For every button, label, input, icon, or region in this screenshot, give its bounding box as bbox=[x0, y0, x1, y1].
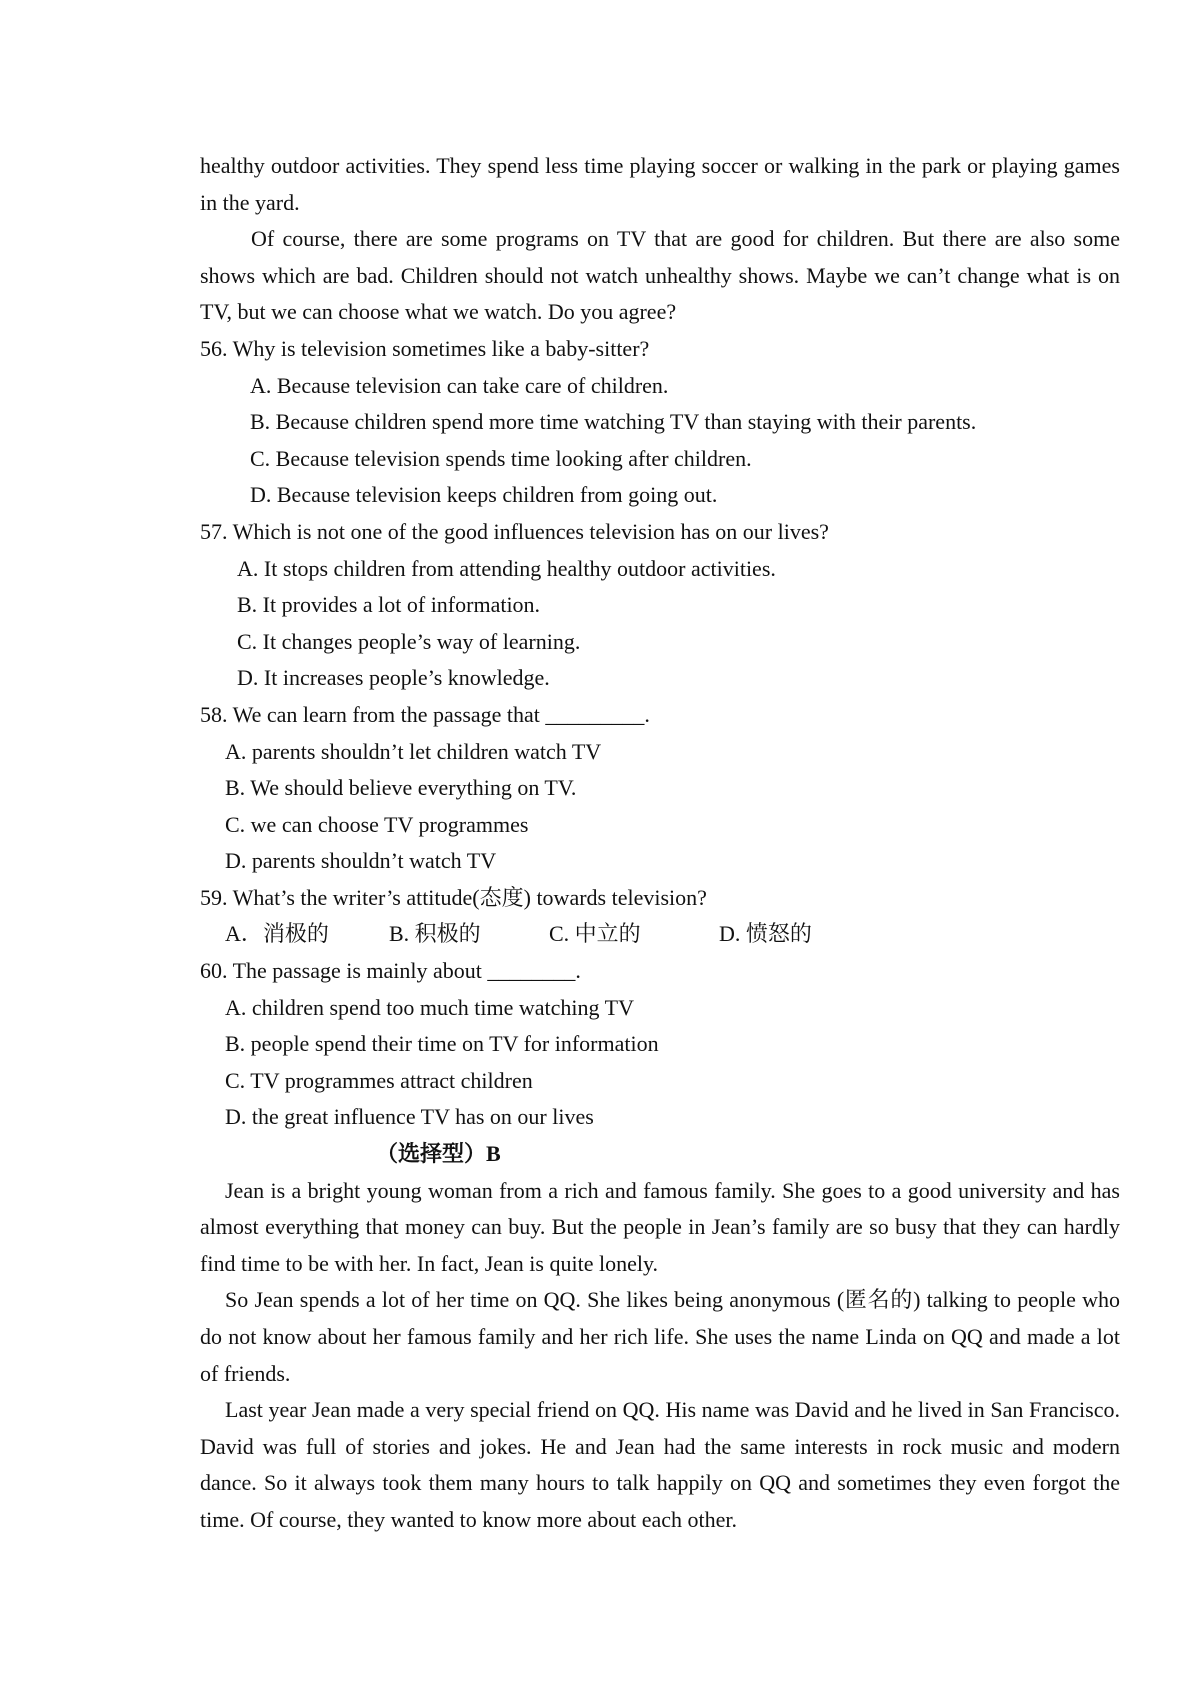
question-56-option-d: D. Because television keeps children from going out. bbox=[250, 482, 718, 508]
question-59-option-a: A．消极的 bbox=[225, 921, 329, 947]
question-59-options-row bbox=[200, 916, 1120, 953]
question-56-option-b: B. Because children spend more time watching TV than staying with their parents. bbox=[250, 409, 977, 435]
question-60-option-b: B. people spend their time on TV for information bbox=[225, 1031, 659, 1057]
question-59-option-b: B. 积极的 bbox=[389, 921, 481, 947]
question-58-option-d: D. parents shouldn’t watch TV bbox=[225, 848, 497, 874]
question-60-option-a: A. children spend too much time watching TV bbox=[225, 994, 634, 1020]
question-56-stem: 56. Why is television sometimes like a baby-sitter? bbox=[200, 335, 650, 361]
question-56-option-c: C. Because television spends time looking after children. bbox=[250, 445, 752, 471]
question-57-option-c: C. It changes people’s way of learning. bbox=[237, 628, 581, 654]
question-58-option-c: C. we can choose TV programmes bbox=[225, 811, 529, 837]
question-57-option-a: A. It stops children from attending healthy outdoor activities. bbox=[237, 555, 776, 581]
passage-a-paragraph-2: Of course, there are some programs on TV that are good for children. But there are also some shows which are bad. Children should not watch unhealthy shows. Maybe we can’t change what is on TV, but we can choose what we watch. Do you agree? bbox=[200, 226, 1120, 325]
document-page bbox=[200, 148, 1120, 1539]
question-58-option-a: A. parents shouldn’t let children watch TV bbox=[225, 738, 602, 764]
section-b-paragraph-3: Last year Jean made a very special friend on QQ. His name was David and he lived in San Francisco. David was full of stories and jokes. He and Jean had the same interests in rock music and modern dance. So it always took them many hours to talk happily on QQ and sometimes they even forgot the time. Of course, they wanted to know more about each other. bbox=[200, 1397, 1120, 1532]
question-60-option-d: D. the great influence TV has on our lives bbox=[225, 1104, 594, 1130]
question-59-option-d: D. 愤怒的 bbox=[719, 921, 812, 947]
question-58-stem: 58. We can learn from the passage that _________. bbox=[200, 701, 650, 727]
question-57-option-b: B. It provides a lot of information. bbox=[237, 592, 541, 618]
question-59-option-c: C. 中立的 bbox=[549, 921, 641, 947]
question-60-option-c: C. TV programmes attract children bbox=[225, 1067, 533, 1093]
question-59-stem: 59. What’s the writer’s attitude(态度) towards television? bbox=[200, 884, 707, 910]
section-b-title: （选择型）B bbox=[376, 1141, 501, 1167]
question-57-stem: 57. Which is not one of the good influences television has on our lives? bbox=[200, 518, 829, 544]
question-58-option-b: B. We should believe everything on TV. bbox=[225, 775, 577, 801]
section-b-paragraph-2: So Jean spends a lot of her time on QQ. She likes being anonymous (匿名的) talking to people who do not know about her famous family and her rich life. She uses the name Linda on QQ and made a lot of friends. bbox=[200, 1287, 1120, 1386]
question-56-option-a: A. Because television can take care of children. bbox=[250, 372, 669, 398]
question-60-stem: 60. The passage is mainly about ________. bbox=[200, 958, 581, 984]
passage-a-paragraph-1-tail: healthy outdoor activities. They spend less time playing soccer or walking in the park or playing games in the yard. bbox=[200, 153, 1120, 215]
section-b-paragraph-1: Jean is a bright young woman from a rich and famous family. She goes to a good university and has almost everything that money can buy. But the people in Jean’s family are so busy that they can hardly find time to be with her. In fact, Jean is quite lonely. bbox=[200, 1177, 1120, 1276]
question-57-option-d: D. It increases people’s knowledge. bbox=[237, 665, 550, 691]
